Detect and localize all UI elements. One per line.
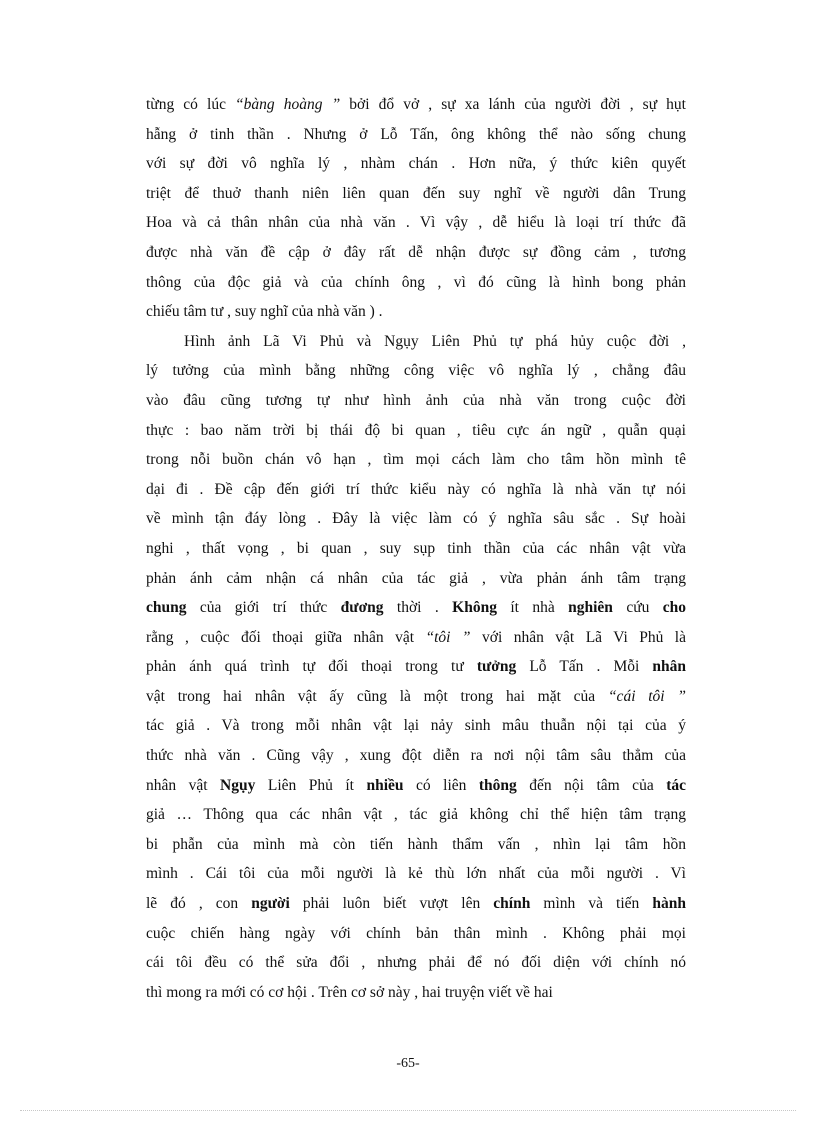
text-line bbox=[146, 919, 686, 949]
text-segment: về mình tận đáy lòng . Đây là việc làm có ý nghĩa sâu sắc . Sự hoài bbox=[146, 510, 686, 528]
text-segment: vào đâu cũng tương tự như hình ảnh của nhà văn trong cuộc đời bbox=[146, 391, 686, 409]
text-line bbox=[146, 623, 686, 653]
text-line bbox=[146, 149, 686, 179]
bold-text: chính bbox=[493, 895, 531, 913]
text-segment: đến nội tâm của bbox=[516, 776, 667, 794]
bold-text: tưởng bbox=[476, 658, 517, 676]
text-line bbox=[146, 564, 686, 594]
text-segment: có liên bbox=[403, 776, 479, 794]
text-line bbox=[146, 711, 686, 741]
text-line bbox=[146, 90, 686, 120]
text-segment: thực : bao năm trời bị thái độ bi quan , tiêu cực án ngữ , quẫn quại bbox=[146, 421, 686, 439]
text-segment: hẫng ở tinh thần . Nhưng ở Lỗ Tấn, ông không thể nào sống chung bbox=[146, 125, 686, 143]
text-line bbox=[146, 682, 686, 712]
text-line bbox=[146, 238, 686, 268]
text-segment: dại đi . Đề cập đến giới trí thức kiểu này có nghĩa là nhà văn tự nói bbox=[146, 480, 686, 498]
text-segment: với sự đời vô nghĩa lý , nhàm chán . Hơn nữa, ý thức kiên quyết bbox=[146, 155, 686, 173]
bold-text: nhiều bbox=[366, 776, 404, 794]
bold-text: đương bbox=[340, 599, 384, 617]
text-line bbox=[146, 386, 686, 416]
text-line bbox=[146, 297, 686, 327]
text-segment: vật trong hai nhân vật ấy cũng là một trong hai mặt của bbox=[146, 687, 608, 705]
text-line bbox=[146, 593, 686, 623]
text-line bbox=[146, 978, 686, 1008]
text-line bbox=[146, 504, 686, 534]
text-line bbox=[146, 445, 686, 475]
text-segment: thì mong ra mới có cơ hội . Trên cơ sở này , hai truyện viết về hai bbox=[146, 983, 553, 1001]
text-segment: cái tôi đều có thể sửa đổi , nhưng phải để nó đối diện với chính nó bbox=[146, 954, 686, 972]
text-segment: lẽ đó , con bbox=[146, 895, 252, 913]
text-line bbox=[146, 889, 686, 919]
text-segment: ít nhà bbox=[496, 599, 569, 617]
text-segment: cứu bbox=[612, 599, 663, 617]
text-segment: Lỗ Tấn . Mỗi bbox=[516, 658, 653, 676]
page-bottom-border bbox=[20, 1110, 796, 1111]
text-segment: thông của độc giả và của chính ông , vì đó cũng là hình bong phản bbox=[146, 273, 686, 291]
text-line bbox=[146, 948, 686, 978]
text-segment: bi phẫn của mình mà còn tiến hành thẩm vấn , nhìn lại tâm hồn bbox=[146, 835, 686, 853]
text-segment: phải luôn biết vượt lên bbox=[289, 895, 494, 913]
text-segment: phản ánh quá trình tự đối thoại trong tư bbox=[146, 658, 477, 676]
text-line bbox=[146, 356, 686, 386]
bold-text: Ngụy bbox=[220, 776, 256, 794]
text-line bbox=[146, 534, 686, 564]
text-line bbox=[146, 179, 686, 209]
text-segment: tác giả . Và trong mỗi nhân vật lại nảy sinh mâu thuẫn nội tại của ý bbox=[146, 717, 686, 735]
bold-text: nghiên bbox=[568, 599, 613, 617]
text-segment: phản ánh cảm nhận cá nhân của tác giả , vừa phản ánh tâm trạng bbox=[146, 569, 686, 587]
text-segment: Hình ảnh Lã Vi Phủ và Ngụy Liên Phủ tự phá hủy cuộc đời , bbox=[184, 332, 686, 350]
text-line bbox=[146, 327, 686, 357]
text-segment: cuộc chiến hàng ngày với chính bản thân mình . Không phải mọi bbox=[146, 924, 686, 942]
text-line bbox=[146, 475, 686, 505]
bold-text: chung bbox=[146, 599, 187, 617]
text-segment: Liên Phủ ít bbox=[255, 776, 367, 794]
text-line bbox=[146, 416, 686, 446]
text-segment: giả … Thông qua các nhân vật , tác giả không chỉ thể hiện tâm trạng bbox=[146, 806, 686, 824]
bold-text: cho bbox=[662, 599, 687, 617]
text-segment: nhân vật bbox=[146, 776, 221, 794]
text-segment: bởi đổ vở , sự xa lánh của người đời , sự hụt bbox=[340, 96, 686, 113]
text-segment: mình . Cái tôi của mỗi người là kẻ thù lớn nhất của mỗi người . Vì bbox=[146, 865, 686, 883]
bold-text: tác bbox=[666, 776, 686, 794]
text-segment: Hoa và cả thân nhân của nhà văn . Vì vậy , dễ hiểu là loại trí thức đã bbox=[146, 214, 686, 232]
bold-text: Không bbox=[452, 599, 497, 617]
bold-text: thông bbox=[478, 776, 517, 794]
text-segment: với nhân vật Lã Vi Phủ là bbox=[470, 628, 686, 646]
bold-text: hành bbox=[652, 895, 686, 913]
page-number: -65- bbox=[396, 1056, 420, 1071]
bold-text: người bbox=[251, 895, 290, 913]
text-segment: lý tưởng của mình bằng những công việc vô nghĩa lý , chẳng đâu bbox=[146, 362, 686, 380]
text-segment: trong nỗi buồn chán vô hạn , tìm mọi cách làm cho tâm hồn mình tê bbox=[146, 451, 686, 469]
text-line bbox=[146, 652, 686, 682]
text-line bbox=[146, 830, 686, 860]
text-line bbox=[146, 208, 686, 238]
text-line bbox=[146, 268, 686, 298]
text-segment: của giới trí thức bbox=[186, 599, 341, 617]
text-segment: được nhà văn đề cập ở đây rất dễ nhận được sự đồng cảm , tương bbox=[146, 243, 686, 261]
text-segment: mình và tiến bbox=[530, 895, 653, 913]
text-line bbox=[146, 120, 686, 150]
italic-text: “bàng hoàng ” bbox=[235, 96, 341, 113]
text-line bbox=[146, 859, 686, 889]
italic-text: “cái tôi ” bbox=[607, 687, 686, 705]
text-line bbox=[146, 741, 686, 771]
body-text bbox=[146, 90, 686, 1007]
italic-text: “tôi ” bbox=[425, 628, 471, 646]
text-segment: thời . bbox=[383, 599, 453, 617]
text-segment: rằng , cuộc đối thoại giữa nhân vật bbox=[146, 628, 426, 646]
text-segment: chiếu tâm tư , suy nghĩ của nhà văn ) . bbox=[146, 303, 383, 321]
text-line bbox=[146, 771, 686, 801]
text-segment: thức nhà văn . Cũng vậy , xung đột diễn ra nơi nội tâm sâu thẳm của bbox=[146, 747, 686, 765]
text-segment: từng có lúc bbox=[146, 96, 236, 113]
text-segment: nghi , thất vọng , bi quan , suy sụp tinh thần của các nhân vật vừa bbox=[146, 539, 686, 557]
text-segment: triệt để thuở thanh niên liên quan đến suy nghĩ về người dân Trung bbox=[146, 184, 686, 202]
bold-text: nhân bbox=[652, 658, 686, 676]
text-line bbox=[146, 800, 686, 830]
